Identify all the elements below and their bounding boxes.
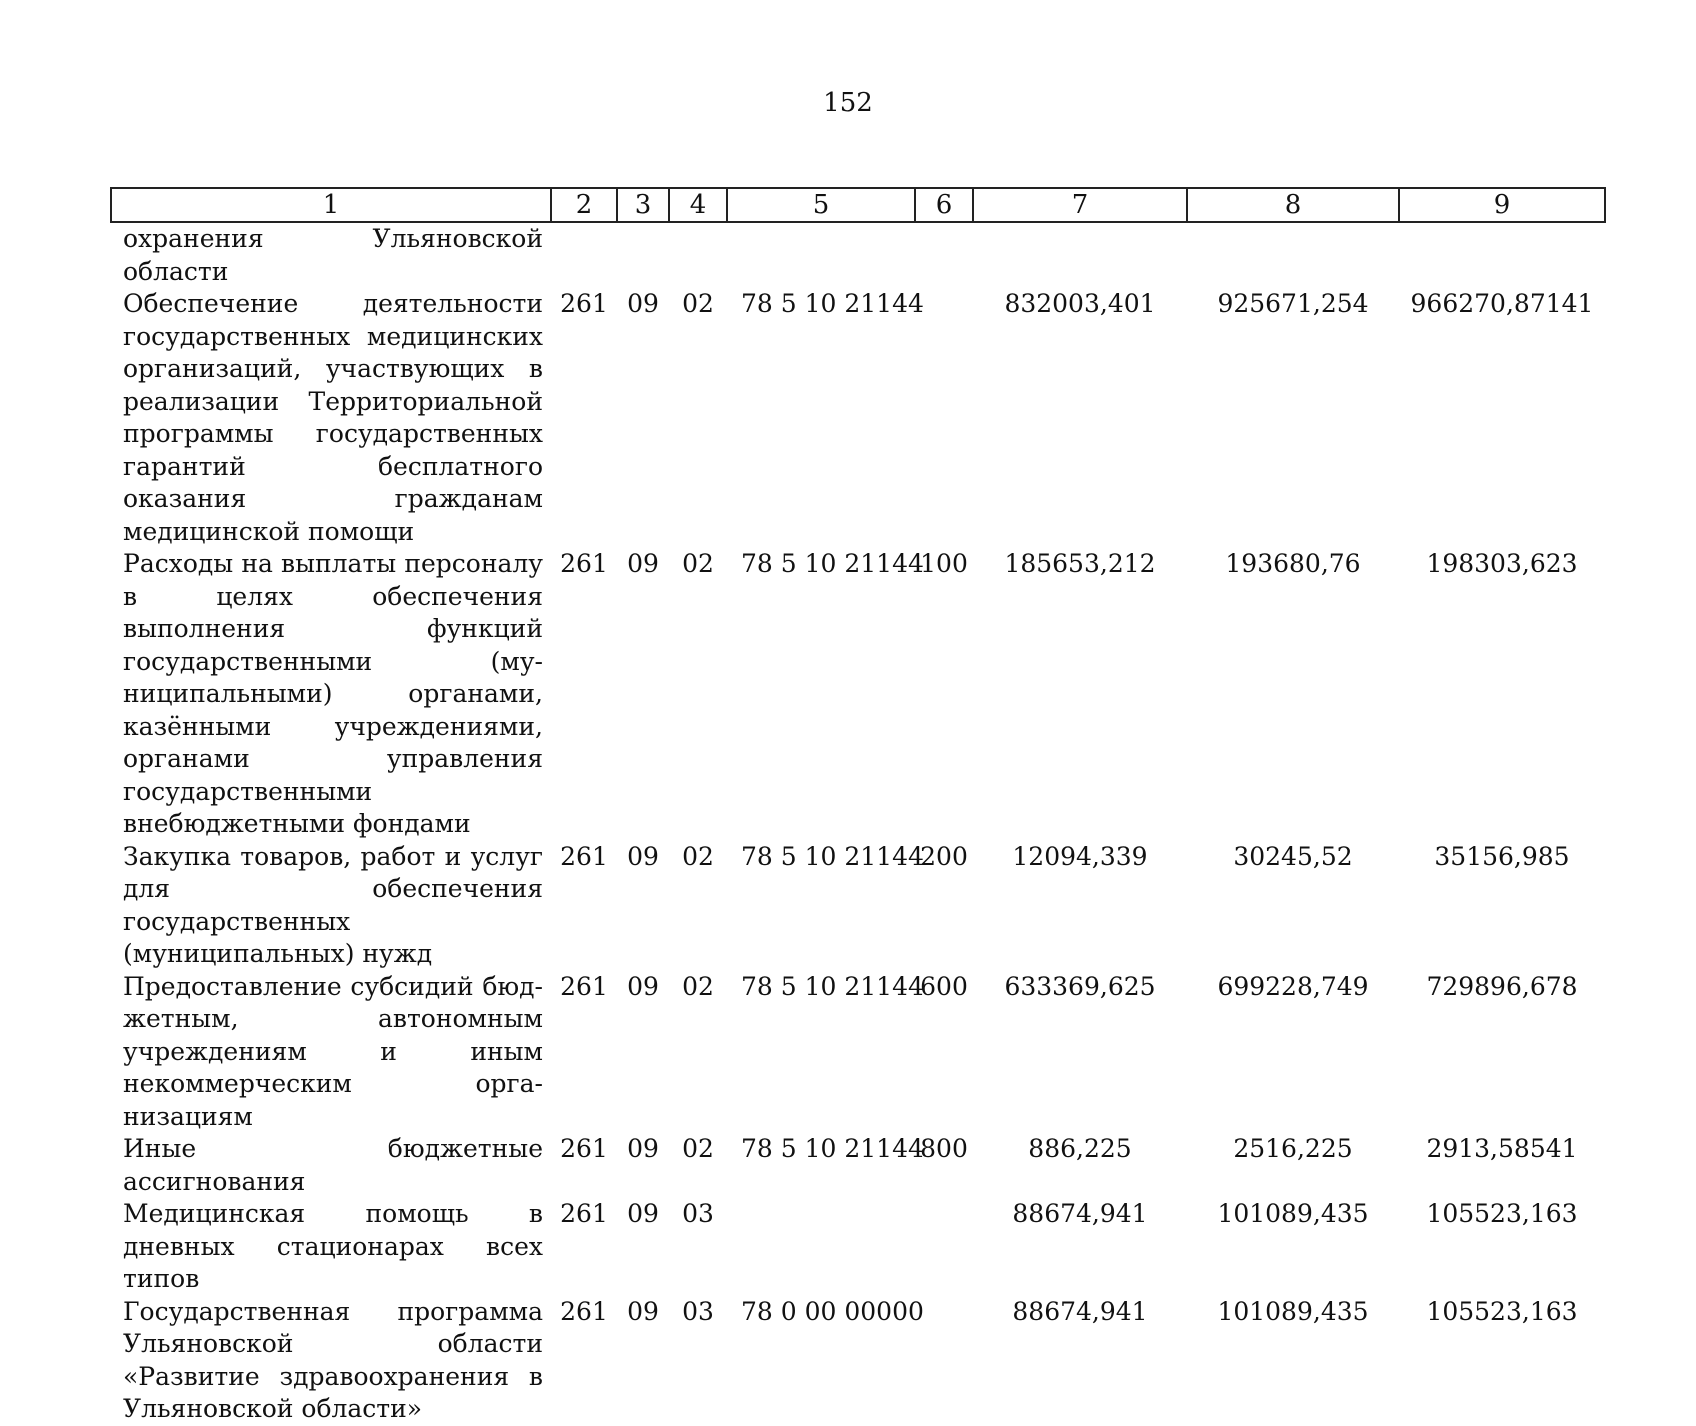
cell-col-3: 09 bbox=[627, 841, 659, 871]
cell-col-5: 78 5 10 21144 bbox=[741, 1134, 924, 1163]
cell-col-4 bbox=[669, 222, 727, 288]
cell-col-2: 261 bbox=[560, 1199, 608, 1228]
cell-col-3: 09 bbox=[627, 1296, 659, 1326]
cell-col-3 bbox=[617, 222, 669, 288]
cell-col-2: 261 bbox=[560, 289, 608, 318]
cell-col-5: 78 0 00 00000 bbox=[741, 1296, 924, 1326]
cell-col-9: 35156,985 bbox=[1434, 841, 1570, 871]
cell-col-4: 02 bbox=[682, 841, 714, 871]
cell-col-9: 105523,163 bbox=[1426, 1199, 1578, 1228]
cell-col-7: 886,225 bbox=[1028, 1134, 1132, 1163]
cell-col-8: 30245,52 bbox=[1233, 841, 1353, 871]
row-description: охранения Ульяновской области bbox=[123, 224, 543, 286]
cell-col-5: 78 5 10 21144 bbox=[741, 549, 924, 578]
cell-col-9: 198303,623 bbox=[1426, 549, 1578, 578]
cell-col-5 bbox=[727, 222, 915, 288]
cell-col-3: 09 bbox=[627, 289, 659, 318]
row-description: Медицинская помощь в дневных стационарах всех типов bbox=[123, 1199, 543, 1293]
header-col-7: 7 bbox=[973, 188, 1187, 222]
header-row bbox=[111, 188, 1605, 222]
cell-col-5: 78 5 10 21144 bbox=[741, 289, 924, 318]
row-description: Расходы на выплаты персоналу в целях обеспечения выполнения функций государственными (муниципальными) органами, казёнными учреждениями, органами управления государственными внебюджетными фондами bbox=[123, 549, 543, 838]
row-description: Государственная программа Ульяновской области «Развитие здравоохранения в Ульяновской области» bbox=[123, 1296, 543, 1423]
row-description: Предоставление субсидий бюджетным, автономным учреждениям и иным некоммерческим организациям bbox=[123, 971, 543, 1131]
cell-col-2: 261 bbox=[560, 971, 608, 1001]
table-row bbox=[111, 288, 1605, 548]
cell-col-3: 09 bbox=[627, 971, 659, 1001]
cell-col-7: 832003,401 bbox=[1004, 289, 1156, 318]
cell-col-8: 193680,76 bbox=[1225, 549, 1361, 578]
table-row bbox=[111, 971, 1605, 1134]
header-col-5: 5 bbox=[727, 188, 915, 222]
table-row bbox=[111, 1133, 1605, 1198]
header-col-3: 3 bbox=[617, 188, 669, 222]
budget-table bbox=[110, 187, 1606, 1426]
cell-col-2: 261 bbox=[560, 1134, 608, 1163]
cell-col-8: 2516,225 bbox=[1233, 1134, 1353, 1163]
table-row bbox=[111, 841, 1605, 971]
cell-col-6: 600 bbox=[920, 971, 968, 1001]
cell-col-4: 02 bbox=[682, 289, 714, 318]
cell-col-6 bbox=[915, 222, 973, 288]
cell-col-6: 800 bbox=[920, 1134, 968, 1163]
row-description: Закупка товаров, работ и услуг для обеспечения государственных (муниципальных) нужд bbox=[123, 841, 543, 968]
cell-col-3: 09 bbox=[627, 1199, 659, 1228]
cell-col-4: 02 bbox=[682, 549, 714, 578]
cell-col-4: 03 bbox=[682, 1199, 714, 1228]
cell-col-7: 185653,212 bbox=[1004, 549, 1156, 578]
cell-col-8: 101089,435 bbox=[1217, 1296, 1369, 1326]
header-col-2: 2 bbox=[551, 188, 617, 222]
header-col-4: 4 bbox=[669, 188, 727, 222]
cell-col-7: 12094,339 bbox=[1012, 841, 1148, 871]
cell-col-9: 2913,58541 bbox=[1426, 1134, 1578, 1163]
cell-col-8: 925671,254 bbox=[1217, 289, 1369, 318]
cell-col-6 bbox=[915, 288, 973, 548]
page-number: 152 bbox=[823, 88, 873, 118]
cell-col-6: 200 bbox=[920, 841, 968, 871]
row-description: Обеспечение деятельности государственных медицинских организаций, участвующих в реализации Территориальной программы государственных гарантий бесплатного оказания гражданам медицинской помощи bbox=[123, 289, 543, 546]
cell-col-2: 261 bbox=[560, 549, 608, 578]
cell-col-8 bbox=[1187, 222, 1399, 288]
cell-col-2 bbox=[551, 222, 617, 288]
cell-col-2: 261 bbox=[560, 1296, 608, 1326]
table-row bbox=[111, 222, 1605, 288]
cell-col-6 bbox=[915, 1198, 973, 1296]
header-col-8: 8 bbox=[1187, 188, 1399, 222]
cell-col-5: 78 5 10 21144 bbox=[741, 971, 924, 1001]
header-col-1: 1 bbox=[111, 188, 551, 222]
cell-col-5: 78 5 10 21144 bbox=[741, 841, 924, 871]
table-row bbox=[111, 1198, 1605, 1296]
cell-col-9 bbox=[1399, 222, 1605, 288]
table-row bbox=[111, 548, 1605, 841]
cell-col-9: 966270,87141 bbox=[1410, 289, 1594, 318]
cell-col-4: 02 bbox=[682, 971, 714, 1001]
cell-col-4: 03 bbox=[682, 1296, 714, 1326]
row-description: Иные бюджетные ассигнования bbox=[123, 1134, 543, 1196]
cell-col-9: 105523,163 bbox=[1426, 1296, 1578, 1326]
cell-col-7: 88674,941 bbox=[1012, 1296, 1148, 1326]
cell-col-8: 699228,749 bbox=[1217, 971, 1369, 1001]
cell-col-7 bbox=[973, 222, 1187, 288]
cell-col-3: 09 bbox=[627, 549, 659, 578]
cell-col-5 bbox=[727, 1198, 915, 1296]
cell-col-7: 633369,625 bbox=[1004, 971, 1156, 1001]
cell-col-4: 02 bbox=[682, 1134, 714, 1163]
cell-col-3: 09 bbox=[627, 1134, 659, 1163]
cell-col-9: 729896,678 bbox=[1426, 971, 1578, 1001]
header-col-9: 9 bbox=[1399, 188, 1605, 222]
cell-col-8: 101089,435 bbox=[1217, 1199, 1369, 1228]
cell-col-6: 100 bbox=[920, 549, 968, 578]
header-col-6: 6 bbox=[915, 188, 973, 222]
cell-col-2: 261 bbox=[560, 841, 608, 871]
cell-col-7: 88674,941 bbox=[1012, 1199, 1148, 1228]
table-row bbox=[111, 1296, 1605, 1426]
